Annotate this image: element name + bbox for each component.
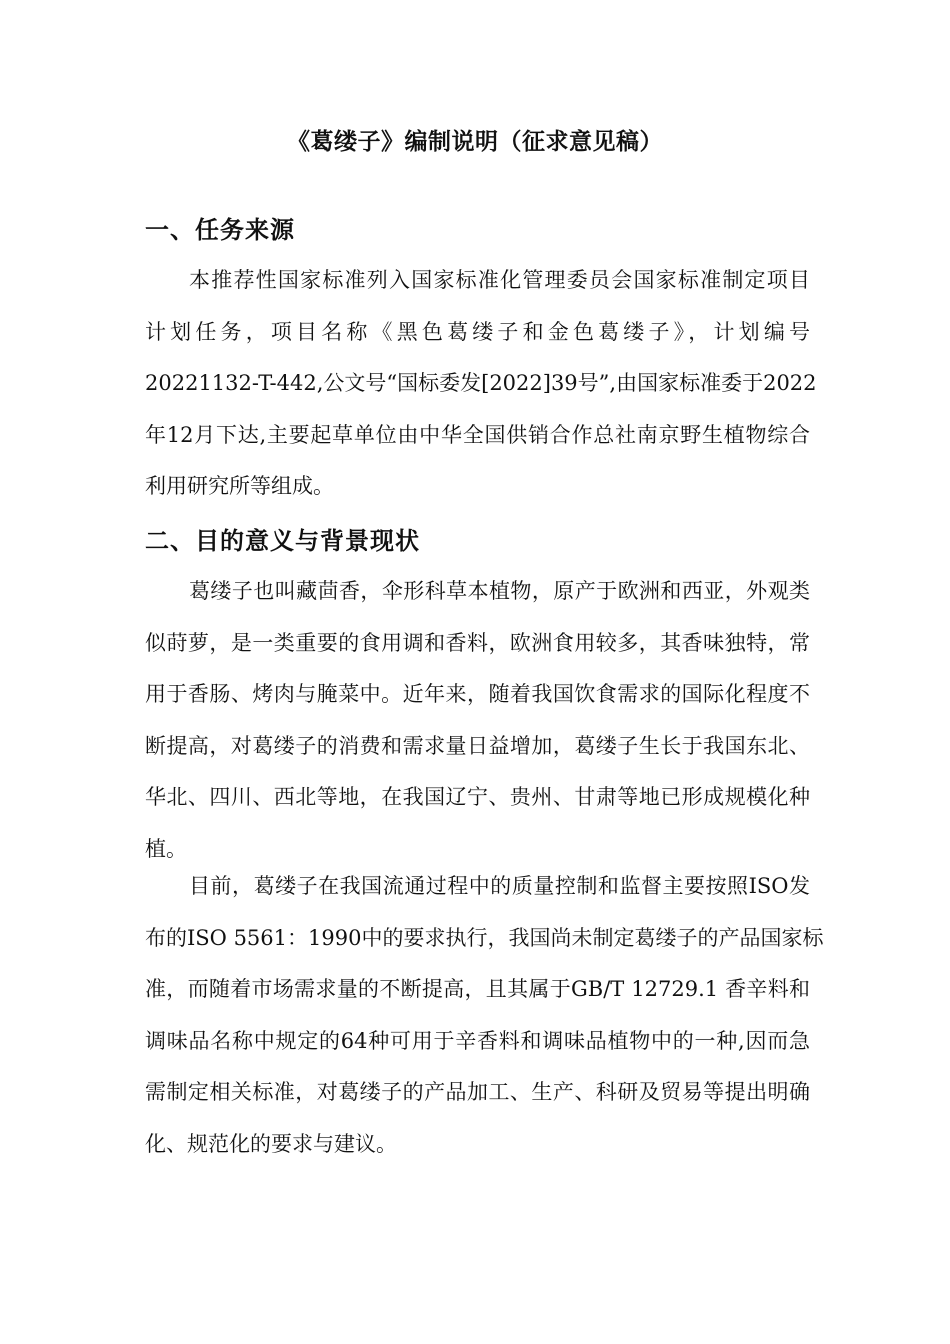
paragraph-line: 似莳萝，是一类重要的食用调和香料，欧洲食用较多，其香味独特，常	[145, 630, 810, 655]
section-heading-task-source: 一、任务来源	[145, 215, 295, 244]
paragraph-line: 年12月下达,主要起草单位由中华全国供销合作总社南京野生植物综合	[145, 422, 810, 447]
document-title: 《葛缕子》编制说明（征求意见稿）	[287, 128, 663, 155]
paragraph-line: 本推荐性国家标准列入国家标准化管理委员会国家标准制定项目	[189, 268, 810, 292]
section-heading-purpose-background: 二、目的意义与背景现状	[145, 526, 420, 555]
paragraph-line: 断提高，对葛缕子的消费和需求量日益增加，葛缕子生长于我国东北、	[145, 733, 810, 758]
paragraph-line: 葛缕子也叫藏茴香，伞形科草本植物，原产于欧洲和西亚，外观类	[189, 579, 810, 603]
paragraph-line: 植。	[145, 836, 187, 861]
paragraph-line: 化、规范化的要求与建议。	[145, 1131, 397, 1156]
paragraph-line: 计划任务，项目名称《黑色葛缕子和金色葛缕子》，计划编号	[145, 319, 810, 344]
paragraph-line: 华北、四川、西北等地，在我国辽宁、贵州、甘肃等地已形成规模化种	[145, 785, 810, 809]
paragraph-line: 20221132-T-442,公文号“国标委发[2022]39号”,由国家标准委于2022	[145, 371, 817, 395]
paragraph-caraway-overview	[145, 566, 810, 875]
paragraph-line: 用于香肠、烤肉与腌菜中。近年来，随着我国饮食需求的国际化程度不	[145, 682, 810, 706]
paragraph-line: 布的ISO 5561：1990中的要求执行，我国尚未制定葛缕子的产品国家标	[145, 925, 824, 950]
paragraph-line: 目前，葛缕子在我国流通过程中的质量控制和监督主要按照ISO发	[189, 874, 810, 898]
paragraph-line: 调味品名称中规定的64种可用于辛香料和调味品植物中的一种,因而急	[145, 1028, 810, 1053]
paragraph-line: 利用研究所等组成。	[145, 474, 334, 498]
paragraph-current-status	[145, 861, 824, 1170]
paragraph-line: 准，而随着市场需求量的不断提高，且其属于GB/T 12729.1 香辛料和	[145, 977, 810, 1001]
paragraph-line: 需制定相关标准，对葛缕子的产品加工、生产、科研及贸易等提出明确	[145, 1080, 810, 1104]
paragraph-task-source	[145, 255, 817, 513]
